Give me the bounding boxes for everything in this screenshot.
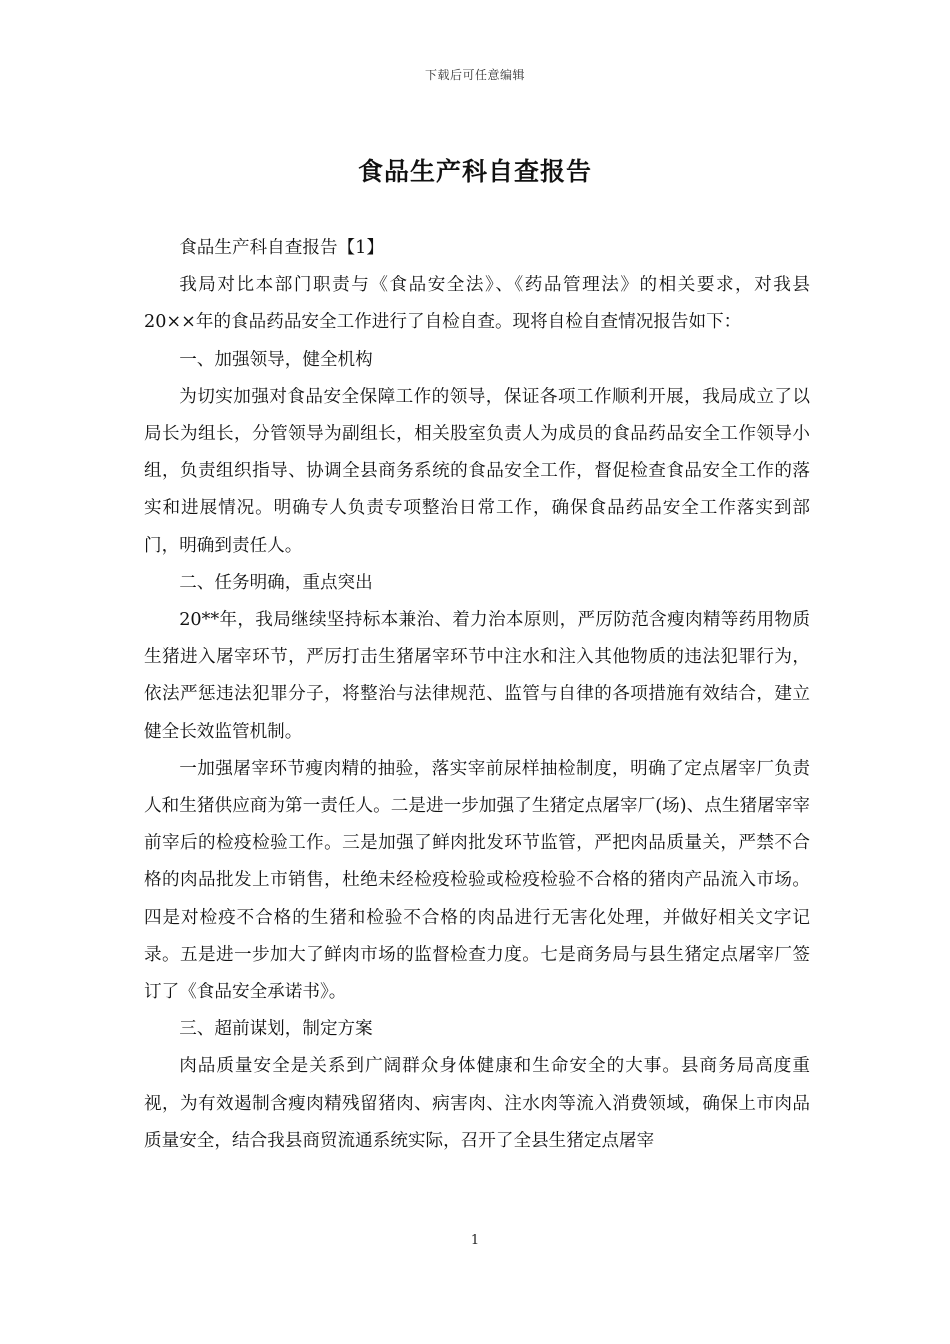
paragraph-section-2a: 20**年，我局继续坚持标本兼治、着力治本原则，严厉防范含瘦肉精等药用物质生猪进入屠宰环节，严厉打击生猪屠宰环节中注水和注入其他物质的违法犯罪行为，依法严惩违法犯罪分子，将整治与法律规范、监管与自律的各项措施有效结合，建立健全长效监管机制。 [144,610,810,742]
page-number: 1 [470,1233,480,1248]
header-note: 下载后可任意编辑 [424,68,525,82]
paragraph-subtitle: 食品生产科自查报告【1】 [179,238,384,258]
document-body [144,230,810,1160]
paragraph-section-2b: 一加强屠宰环节瘦肉精的抽验，落实宰前尿样抽检制度，明确了定点屠宰厂负责人和生猪供应商为第一责任人。二是进一步加强了生猪定点屠宰厂(场)、点生猪屠宰宰前宰后的检疫检验工作。三是加强了鲜肉批发环节监管，严把肉品质量关，严禁不合格的肉品批发上市销售，杜绝未经检疫检验或检疫检验不合格的猪肉产品流入市场。四是对检疫不合格的生猪和检验不合格的肉品进行无害化处理，并做好相关文字记录。五是进一步加大了鲜肉市场的监督检查力度。七是商务局与县生猪定点屠宰厂签订了《食品安全承诺书》。 [144,758,810,1003]
section-heading-3: 三、超前谋划，制定方案 [179,1019,373,1040]
section-heading-1: 一、加强领导，健全机构 [179,349,373,370]
paragraph-intro: 我局对比本部门职责与《食品安全法》、《药品管理法》的相关要求，对我县20××年的食品药品安全工作进行了自检自查。现将自检自查情况报告如下： [144,275,810,333]
document-title: 食品生产科自查报告 [357,157,592,186]
section-heading-2: 二、任务明确，重点突出 [179,572,373,593]
paragraph-section-3: 肉品质量安全是关系到广阔群众身体健康和生命安全的大事。县商务局高度重视，为有效遏制含瘦肉精残留猪肉、病害肉、注水肉等流入消费领域，确保上市肉品质量安全，结合我县商贸流通系统实际，召开了全县生猪定点屠宰 [144,1056,810,1151]
paragraph-section-1: 为切实加强对食品安全保障工作的领导，保证各项工作顺利开展，我局成立了以局长为组长，分管领导为副组长，相关股室负责人为成员的食品药品安全工作领导小组，负责组织指导、协调全县商务系统的食品安全工作，督促检查食品安全工作的落实和进展情况。明确专人负责专项整治日常工作，确保食品药品安全工作落实到部门，明确到责任人。 [144,386,810,556]
